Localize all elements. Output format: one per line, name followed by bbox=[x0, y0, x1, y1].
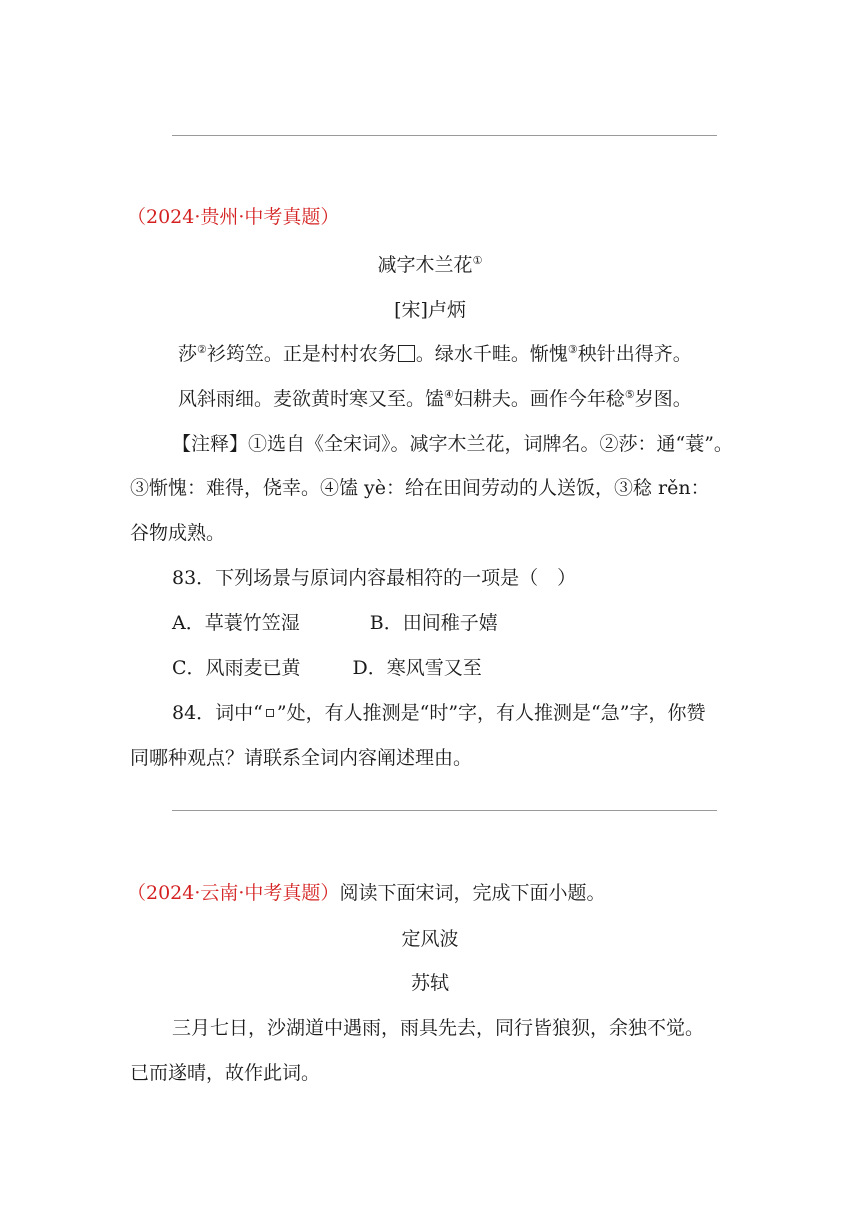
question-84-line-1 bbox=[172, 701, 705, 725]
poem-line-2 bbox=[178, 387, 692, 411]
notes-line-3: 谷物成熟。 bbox=[130, 522, 226, 544]
notes-line-2: ③惭愧：难得，侥幸。④馌 yè：给在田间劳动的人送饭，③稔 rěn： bbox=[130, 477, 710, 499]
poem-title bbox=[0, 253, 860, 277]
poem-text: 风斜雨细。麦欲黄时寒又至。馌 bbox=[178, 388, 445, 410]
small-box-icon bbox=[266, 709, 274, 717]
poem-text: 衫筠笠。正是村村农务 bbox=[206, 343, 397, 365]
option-b[interactable]: B．田间稚子嬉 bbox=[369, 612, 498, 634]
footnote-marker: ② bbox=[197, 343, 207, 356]
blank-box-icon bbox=[398, 345, 415, 362]
question-84-line-2: 同哪种观点？请联系全词内容阐述理由。 bbox=[130, 747, 473, 769]
question-83-options-row-2 bbox=[172, 656, 482, 680]
poem-title-2: 定风波 bbox=[401, 928, 459, 950]
poem-text: 妇耕夫。画作今年稔 bbox=[453, 388, 625, 410]
footnote-marker: ④ bbox=[444, 388, 454, 401]
poem-line-1 bbox=[178, 342, 692, 366]
source-label-yunnan: （2024·云南·中考真题） bbox=[127, 882, 340, 904]
option-a[interactable]: A．草蓑竹笠湿 bbox=[172, 612, 300, 634]
source-label-guizhou: （2024·贵州·中考真题） bbox=[127, 206, 340, 228]
top-divider bbox=[172, 135, 717, 136]
poem-author-2: 苏轼 bbox=[410, 972, 449, 994]
poem-text: 秧针出得齐。 bbox=[577, 343, 692, 365]
middle-divider bbox=[172, 810, 717, 811]
poem-text: 。绿水千畦。惭愧 bbox=[415, 343, 568, 365]
footnote-marker: ③ bbox=[567, 343, 578, 356]
option-d[interactable]: D．寒风雪又至 bbox=[352, 657, 482, 679]
footnote-marker: ① bbox=[472, 254, 483, 267]
preface-line-2: 已而遂晴，故作此词。 bbox=[130, 1062, 321, 1084]
notes-line-1: 【注释】①选自《全宋词》。减字木兰花，词牌名。②莎：通“蓑”。 bbox=[172, 433, 733, 455]
poem-text: 莎 bbox=[178, 343, 198, 365]
instruction-text: 阅读下面宋词，完成下面小题。 bbox=[339, 882, 606, 904]
poem-author: [宋]卢炳 bbox=[394, 299, 466, 321]
poem-text: 岁图。 bbox=[634, 388, 692, 410]
question-83-stem: 83．下列场景与原词内容最相符的一项是（ ） bbox=[172, 567, 577, 589]
option-c[interactable]: C．风雨麦已黄 bbox=[172, 657, 301, 679]
section-2-header bbox=[127, 881, 605, 905]
question-83-options-row-1 bbox=[172, 611, 498, 635]
poem-title-text: 减字木兰花 bbox=[377, 254, 473, 276]
question-text: 84．词中“ bbox=[172, 702, 263, 724]
footnote-marker: ⑤ bbox=[624, 388, 635, 401]
question-text: ”处，有人推测是“时”字，有人推测是“急”字，你赞 bbox=[276, 702, 706, 724]
preface-line-1: 三月七日，沙湖道中遇雨，雨具先去，同行皆狼狈，余独不觉。 bbox=[172, 1017, 705, 1039]
